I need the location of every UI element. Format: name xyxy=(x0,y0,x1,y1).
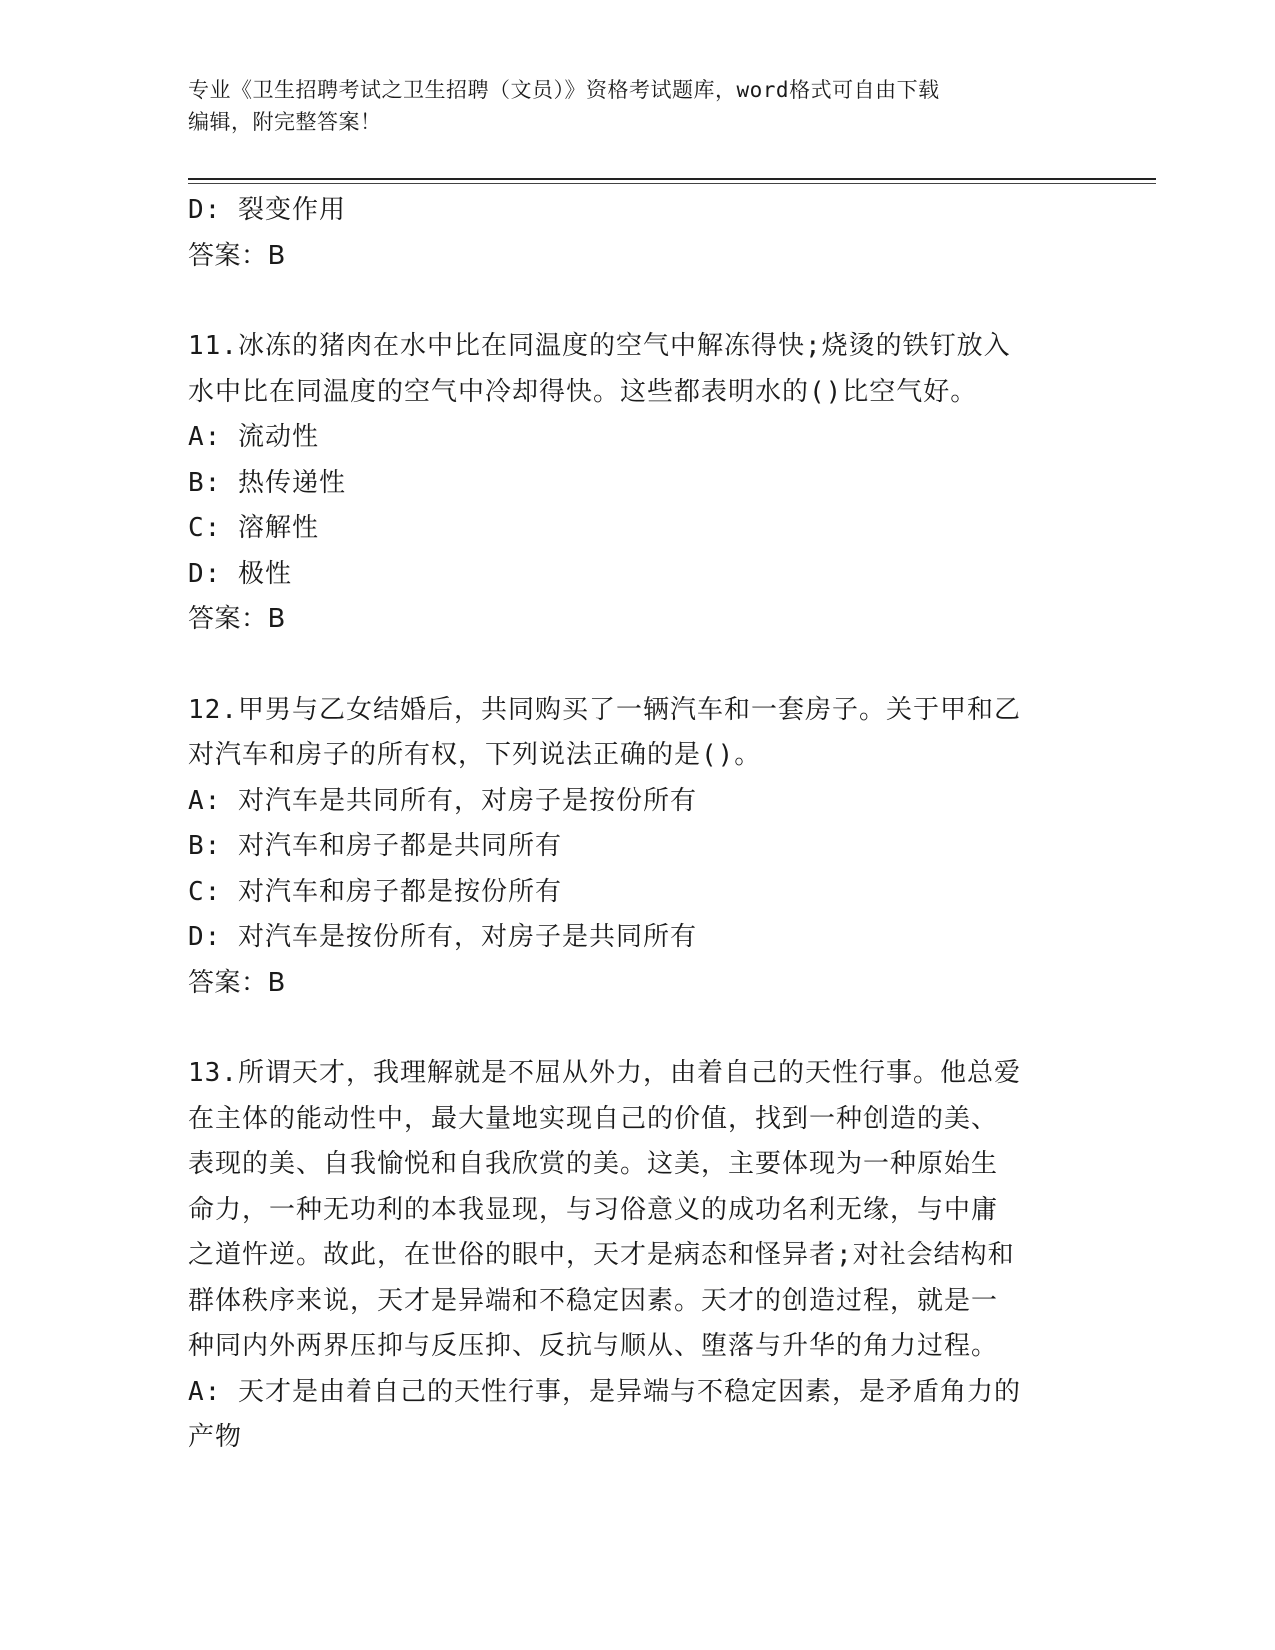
q11-stem-line-2: 水中比在同温度的空气中冷却得快。这些都表明水的()比空气好。 xyxy=(188,376,978,407)
q13-option-a-line-1: A: 天才是由着自己的天性行事，是异端与不稳定因素，是矛盾角力的 xyxy=(188,1376,1021,1407)
header-line-2: 编辑，附完整答案！ xyxy=(188,110,382,134)
q12-stem-line-1: 12.甲男与乙女结婚后，共同购买了一辆汽车和一套房子。关于甲和乙 xyxy=(188,694,1021,725)
q12-option-b: B: 对汽车和房子都是共同所有 xyxy=(188,831,562,861)
q13-stem-line-5: 之道忤逆。故此，在世俗的眼中，天才是病态和怪异者;对社会结构和 xyxy=(188,1240,1015,1270)
question-11 xyxy=(188,324,1088,643)
spacer xyxy=(188,643,1088,688)
q12-option-a: A: 对汽车是共同所有，对房子是按份所有 xyxy=(188,785,697,816)
q11-stem-line-1: 11.冰冻的猪肉在水中比在同温度的空气中解冻得快;烧烫的铁钉放入 xyxy=(188,331,1011,361)
q13-stem-line-1: 13.所谓天才，我理解就是不屈从外力，由着自己的天性行事。他总爱 xyxy=(188,1058,1021,1088)
header-rule xyxy=(188,178,1156,180)
q13-stem-line-4: 命力，一种无功利的本我显现，与习俗意义的成功名利无缘，与中庸 xyxy=(188,1194,999,1225)
q13-stem-line-3: 表现的美、自我愉悦和自我欣赏的美。这美，主要体现为一种原始生 xyxy=(188,1149,999,1179)
q12-option-d: D: 对汽车是按份所有，对房子是共同所有 xyxy=(188,922,697,952)
q11-answer: 答案：B xyxy=(188,604,286,634)
q13-stem-line-6: 群体秩序来说，天才是异端和不稳定因素。天才的创造过程，就是一 xyxy=(188,1285,999,1316)
q11-option-b: B: 热传递性 xyxy=(188,467,346,498)
header-line-1: 专业《卫生招聘考试之卫生招聘（文员）》资格考试题库，word格式可自由下载 xyxy=(188,78,940,102)
question-13 xyxy=(188,1051,1088,1461)
spacer xyxy=(188,279,1088,324)
header-rule-thin xyxy=(188,183,1156,184)
q11-option-d: D: 极性 xyxy=(188,558,292,589)
question-content xyxy=(188,188,1088,1461)
q12-option-c: C: 对汽车和房子都是按份所有 xyxy=(188,876,562,907)
q13-option-a-line-2: 产物 xyxy=(188,1422,243,1452)
prev-answer: 答案：B xyxy=(188,240,286,271)
page-header xyxy=(188,74,1088,138)
q12-answer: 答案：B xyxy=(188,967,286,998)
q12-stem-line-2: 对汽车和房子的所有权，下列说法正确的是()。 xyxy=(188,740,762,770)
q13-stem-line-7: 种同内外两界压抑与反压抑、反抗与顺从、堕落与升华的角力过程。 xyxy=(188,1331,999,1361)
question-12 xyxy=(188,688,1088,1007)
spacer xyxy=(188,1006,1088,1051)
q11-option-c: C: 溶解性 xyxy=(188,513,319,543)
q13-stem-line-2: 在主体的能动性中，最大量地实现自己的价值，找到一种创造的美、 xyxy=(188,1103,999,1134)
prev-option-d: D: 裂变作用 xyxy=(188,195,346,225)
q11-option-a: A: 流动性 xyxy=(188,422,319,452)
